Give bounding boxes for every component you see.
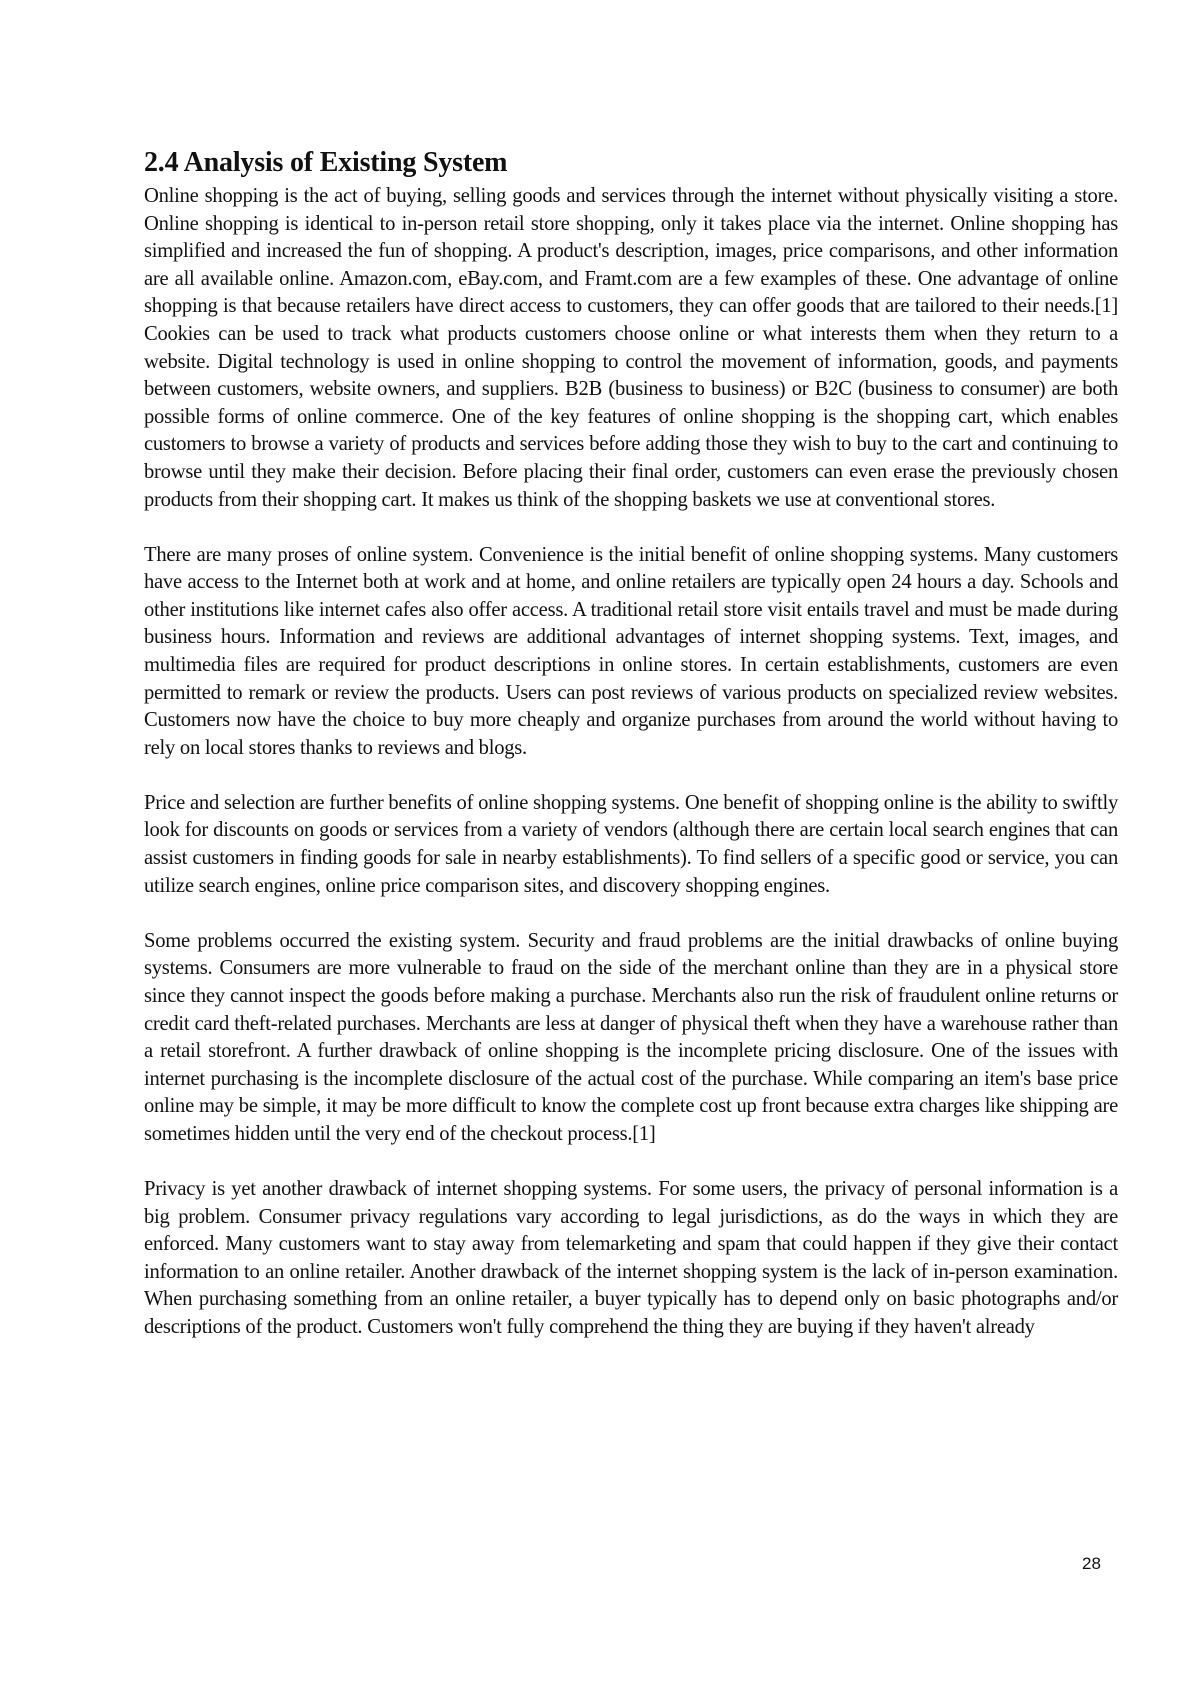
page-content — [144, 146, 1118, 1342]
section-heading: 2.4 Analysis of Existing System — [144, 147, 508, 178]
paragraph-problems-security: Some problems occurred the existing system. Security and fraud problems are the initial drawbacks of online buying systems. Consumers are more vulnerable to fraud on the side of the merchant online than they are in a physical store since they cannot inspect the goods before making a purchase. Merchants also run the risk of fraudulent online returns or credit card theft-related purchases. Merchants are less at danger of physical theft when they have a warehouse rather than a retail storefront. A further drawback of online shopping is the incomplete pricing disclosure. One of the issues with internet purchasing is the incomplete disclosure of the actual cost of the purchase. While comparing an item's base price online may be simple, it may be more difficult to know the complete cost up front because extra charges like shipping are sometimes hidden until the very end of the checkout process.[1] — [144, 929, 1118, 1145]
paragraph-benefits-price-selection: Price and selection are further benefits of online shopping systems. One benefit of shopping online is the ability to swiftly look for discounts on goods or services from a variety of vendors (although there are certain local search engines that can assist customers in finding goods for sale in nearby establishments). To find sellers of a specific good or service, you can utilize search engines, online price comparison sites, and discovery shopping engines. — [144, 791, 1118, 897]
page-number: 28 — [1082, 1554, 1101, 1573]
paragraph-problems-privacy: Privacy is yet another drawback of internet shopping systems. For some users, the privacy of personal information is a big problem. Consumer privacy regulations vary according to legal jurisdictions, as do the ways in which they are enforced. Many customers want to stay away from telemarketing and spam that could happen if they give their contact information to an online retailer. Another drawback of the internet shopping system is the lack of in-person examination. When purchasing something from an online retailer, a buyer typically has to depend only on basic photographs and/or descriptions of the product. Customers won't fully comprehend the thing they are buying if they haven't already — [144, 1178, 1118, 1338]
paragraph-benefits-convenience: There are many proses of online system. Convenience is the initial benefit of online shopping systems. Many customers have access to the Internet both at work and at home, and online retailers are typically open 24 hours a day. Schools and other institutions like internet cafes also offer access. A traditional retail store visit entails travel and must be made during business hours. Information and reviews are additional advantages of internet shopping systems. Text, images, and multimedia files are required for product descriptions in online stores. In certain establishments, customers are even permitted to remark or review the products. Users can post reviews of various products on specialized review websites. Customers now have the choice to buy more cheaply and organize purchases from around the world without having to rely on local stores thanks to reviews and blogs. — [144, 543, 1118, 759]
paragraph-online-shopping-definition: Online shopping is the act of buying, selling goods and services through the internet without physically visiting a store. Online shopping is identical to in-person retail store shopping, only it takes place via the internet. Online shopping has simplified and increased the fun of shopping. A product's description, images, price comparisons, and other information are all available online. Amazon.com, eBay.com, and Framt.com are a few examples of these. One advantage of online shopping is that because retailers have direct access to customers, they can offer goods that are tailored to their needs.[1] Cookies can be used to track what products customers choose online or what interests them when they return to a website. Digital technology is used in online shopping to control the movement of information, goods, and payments between customers, website owners, and suppliers. B2B (business to business) or B2C (business to consumer) are both possible forms of online commerce. One of the key features of online shopping is the shopping cart, which enables customers to browse a variety of products and services before adding those they wish to buy to the cart and continuing to browse until they make their decision. Before placing their final order, customers can even erase the previously chosen products from their shopping cart. It makes us think of the shopping baskets we use at conventional stores. — [144, 185, 1118, 511]
